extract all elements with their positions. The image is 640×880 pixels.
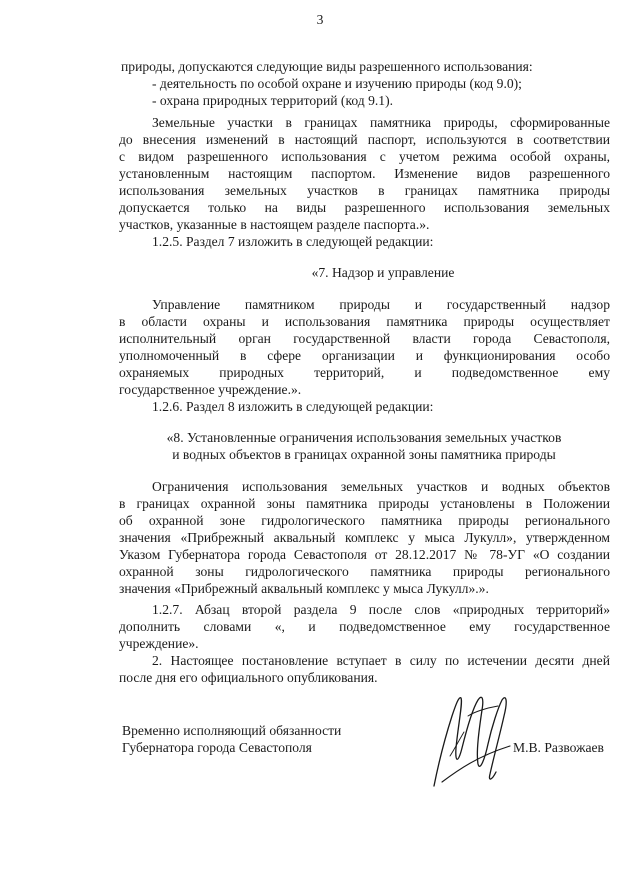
text-line: до внесения изменений в настоящий паспорт, используются в соответствии	[119, 132, 610, 147]
signatory-position: Временно исполняющий обязанности	[122, 723, 342, 738]
text-line: 2. Настоящее постановление вступает в силу по истечении десяти дней	[152, 653, 610, 668]
section-heading: «8. Установленные ограничения использования земельных участков	[166, 430, 562, 445]
text-line: Указом Губернатора города Севастополя от 28.12.2017 № 78-УГ «О создании	[119, 547, 610, 562]
section-heading: «7. Надзор и управление	[311, 265, 455, 280]
page-number: 3	[316, 12, 324, 27]
signatory-name: М.В. Развожаев	[513, 740, 604, 755]
text-line: охраняемых природных территорий, и подведомственное ему	[119, 365, 610, 380]
section-heading: и водных объектов в границах охранной зоны памятника природы	[172, 447, 556, 462]
text-line: уполномоченный в сфере организации и функционирования особо	[119, 348, 610, 363]
text-line: государственное учреждение.».	[119, 382, 302, 397]
text-line: природы, допускаются следующие виды разрешенного использования:	[121, 59, 533, 74]
text-line: учреждение».	[119, 636, 199, 651]
text-line: Земельные участки в границах памятника природы, сформированные	[152, 115, 610, 130]
text-line: охранной зоны гидрологического памятника природы регионального	[119, 564, 610, 579]
text-line: Управление памятником природы и государственный надзор	[152, 297, 610, 312]
text-line: в области охраны и использования памятника природы осуществляет	[119, 314, 610, 329]
signatory-position: Губернатора города Севастополя	[122, 740, 312, 755]
text-line: значения «Прибрежный аквальный комплекс у мыса Лукулл», утвержденном	[119, 530, 610, 545]
handwritten-signature	[428, 686, 518, 794]
list-item: - охрана природных территорий (код 9.1).	[152, 93, 394, 108]
text-line: использования земельных участков в границах памятника природы	[119, 183, 610, 198]
list-item: - деятельность по особой охране и изучению природы (код 9.0);	[152, 76, 522, 91]
text-line: после дня его официального опубликования.	[119, 670, 378, 685]
text-line: 1.2.7. Абзац второй раздела 9 после слов «природных территорий»	[152, 602, 610, 617]
text-line: исполнительный орган государственной власти города Севастополя,	[119, 331, 610, 346]
text-line: Ограничения использования земельных участков и водных объектов	[152, 479, 610, 494]
text-line: допускается только на виды разрешенного использования земельных	[119, 200, 610, 215]
text-line: об охранной зоне гидрологического памятника природы регионального	[119, 513, 610, 528]
text-line: с видом разрешенного использования с учетом режима особой охраны,	[119, 149, 610, 164]
text-line: участков, указанные в настоящем разделе паспорта.».	[119, 217, 430, 232]
text-line: дополнить словами «, и подведомственное ему государственное	[119, 619, 610, 634]
text-line: 1.2.6. Раздел 8 изложить в следующей редакции:	[152, 399, 434, 414]
text-line: 1.2.5. Раздел 7 изложить в следующей редакции:	[152, 234, 434, 249]
text-line: установленным настоящим паспортом. Изменение видов разрешенного	[119, 166, 610, 181]
text-line: значения «Прибрежный аквальный комплекс у мыса Лукулл».».	[119, 581, 489, 596]
text-line: в границах охранной зоны памятника природы установлены в Положении	[119, 496, 610, 511]
